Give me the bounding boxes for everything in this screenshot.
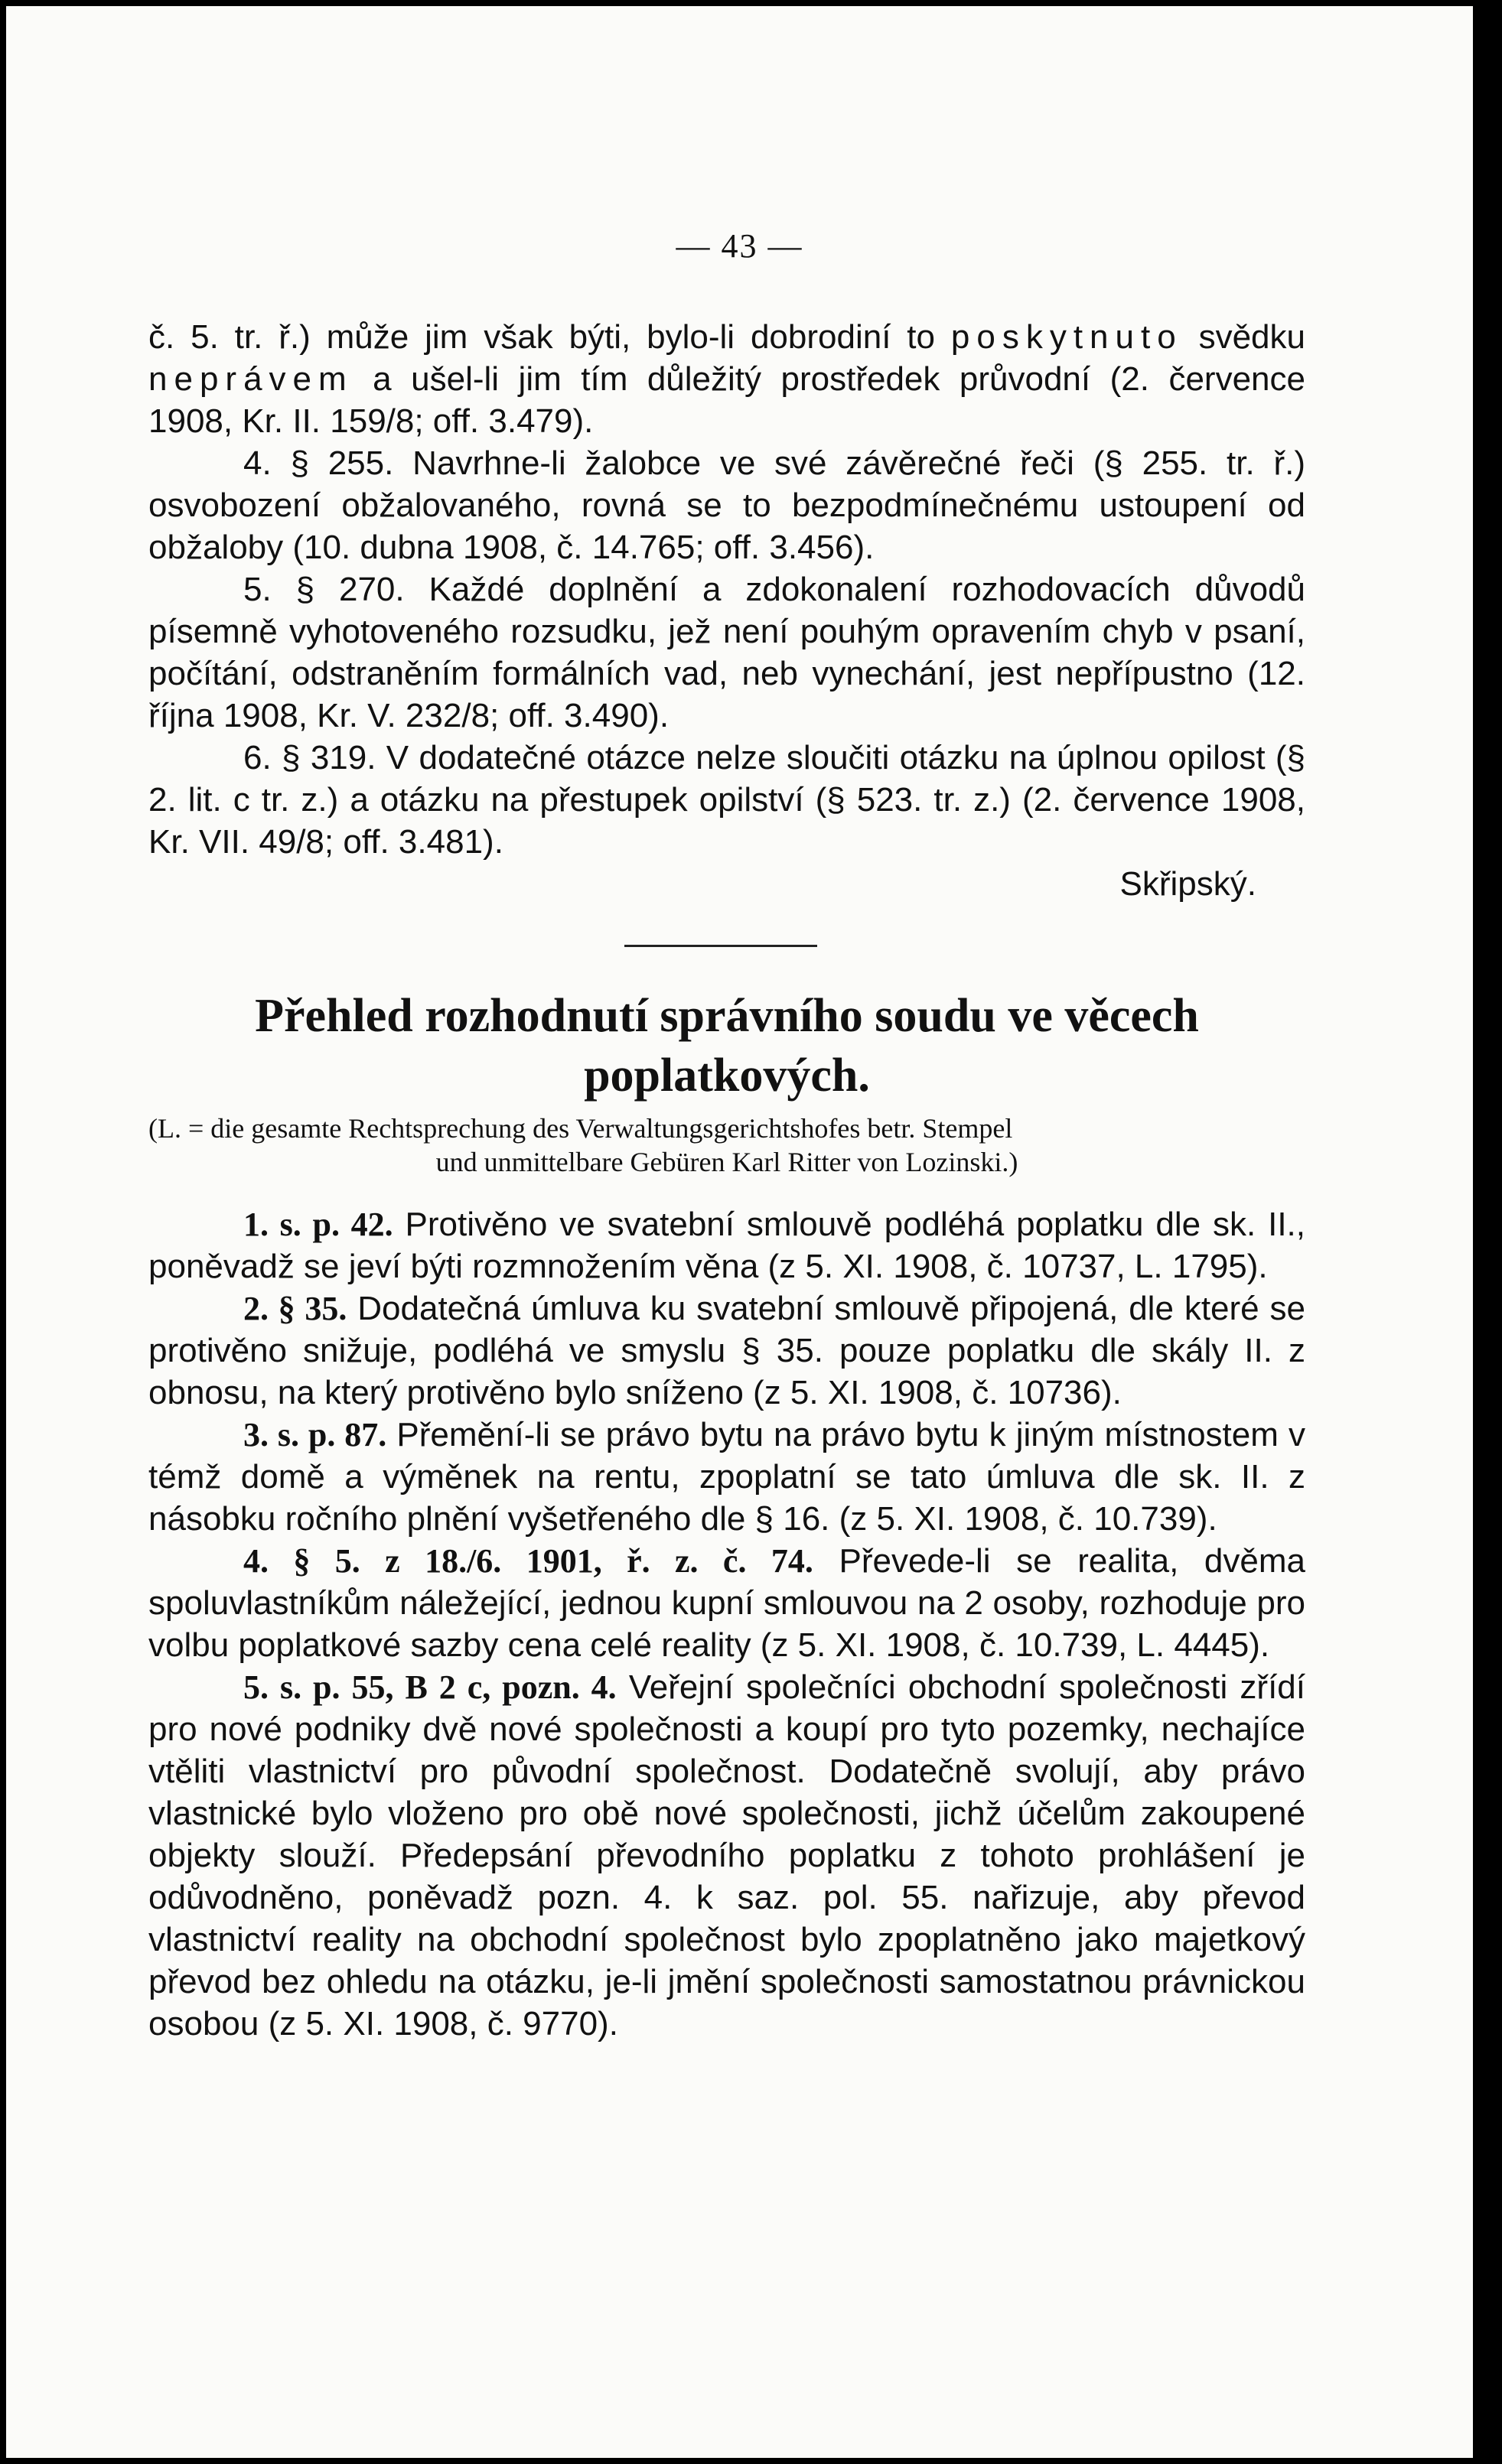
entry-1 (148, 1203, 1305, 1287)
entry-3 (148, 1414, 1305, 1540)
entry-heading: 1. s. p. 42. (243, 1206, 393, 1243)
entry-2 (148, 1287, 1305, 1414)
entry-heading: 2. § 35. (243, 1290, 347, 1327)
scan-border (1473, 0, 1502, 2464)
entry-heading: 3. s. p. 87. (243, 1416, 387, 1453)
page-number: — 43 — (676, 227, 803, 265)
entry-heading: 5. s. p. 55, B 2 c, pozn. 4. (243, 1668, 617, 1706)
fee-decisions-list (148, 1203, 1305, 2045)
paragraph-item-5: 5. § 270. Každé doplnění a zdokonalení rozhodovacích důvodů písemně vyhotoveného rozsudku, jež není pouhým opravením chyb v psaní, počítání, odstraněním formálních vad, neb vynechání, jest nepřípustno (12. října 1908, Kr. V. 232/8; off. 3.490). (148, 571, 1305, 734)
abbreviation-legend (148, 1112, 1305, 1179)
paragraph-continuation (148, 316, 1305, 442)
entry-4 (148, 1540, 1305, 1666)
section-title-line: poplatkových. (584, 1050, 870, 1102)
entry-text: Dodatečná úmluva ku svatební smlouvě připojená, dle které se protivěno snižuje, podléhá ve smyslu § 35. pouze poplatku dle skály II. z obnosu, na který protivěno bylo sníženo (z 5. XI. 1908, č. 10736). (148, 1290, 1306, 1411)
paragraph-text: a ušel-li jim tím důležitý prostředek průvodní (2. července 1908, Kr. II. 159/8; off. 3.479). (148, 360, 1305, 440)
continued-decisions (148, 316, 1305, 905)
author-signature: Skřipský. (1119, 865, 1256, 903)
entry-5 (148, 1666, 1305, 2045)
entry-heading: 4. § 5. z 18./6. 1901, ř. z. č. 74. (243, 1542, 813, 1580)
emphasized-word: neprávem (148, 360, 354, 398)
legend-line: und unmittelbare Gebüren Karl Ritter von Lozinski.) (435, 1147, 1018, 1177)
paragraph-item-4: 4. § 255. Navrhne-li žalobce ve své závěrečné řeči (§ 255. tr. ř.) osvobození obžalovaného, rovná se to bezpodmínečnému ustoupení od obžaloby (10. dubna 1908, č. 14.765; off. 3.456). (148, 444, 1305, 566)
entry-text: Převede-li se realita, dvěma spoluvlastníkům náležející, jednou kupní smlouvou na 2 osoby, rozhoduje pro volbu poplatkové sazby cena celé reality (z 5. XI. 1908, č. 10.739, L. 4445). (148, 1542, 1306, 1664)
legend-line: (L. = die gesamte Rechtsprechung des Verwaltungsgerichtshofes betr. Stempel (148, 1113, 1013, 1144)
section-title (148, 986, 1305, 1105)
document-page (6, 6, 1473, 2458)
entry-text: Protivěno ve svatební smlouvě podléhá poplatku dle sk. II., poněvadž se jeví býti rozmnožením věna (z 5. XI. 1908, č. 10737, L. 1795). (148, 1206, 1305, 1285)
entry-text: Přemění-li se právo bytu na právo bytu k jiným místnostem v témž domě a výměnek na rentu, zpoplatní se tato úmluva dle sk. II. z násobku ročního plnění vyšetřeného dle § 16. (z 5. XI. 1908, č. 10.739). (148, 1416, 1306, 1538)
emphasized-word: poskytnuto (950, 318, 1183, 356)
section-divider (624, 945, 817, 947)
paragraph-text: svědku (1182, 318, 1305, 356)
paragraph-item-6: 6. § 319. V dodatečné otázce nelze sloučiti otázku na úplnou opilost (§ 2. lit. c tr. z.) a otázku na přestupek opilství (§ 523. tr. z.) (2. července 1908, Kr. VII. 49/8; off. 3.481). (148, 739, 1305, 861)
paragraph-text: č. 5. tr. ř.) může jim však býti, bylo-li dobrodiní to (148, 318, 951, 356)
entry-text: Veřejní společníci obchodní společnosti zřídí pro nové podniky dvě nové společnosti a koupí pro tyto pozemky, nechajíce vtěliti vlastnictví pro původní společnost. Dodatečně svolují, aby právo vlastnické bylo vloženo pro obě nové společnosti, jichž účelům zakoupené objekty slouží. Předepsání převodního poplatku z tohoto prohlášení je odůvodněno, poněvadž pozn. 4. k saz. pol. 55. nařizuje, aby převod vlastnictví reality na obchodní společnost bylo zpoplatněno jako majetkový převod bez ohledu na otázku, je-li jmění společnosti samostatnou právnickou osobou (z 5. XI. 1908, č. 9770). (148, 1668, 1305, 2042)
section-title-line: Přehled rozhodnutí správního soudu ve věcech (255, 990, 1199, 1042)
